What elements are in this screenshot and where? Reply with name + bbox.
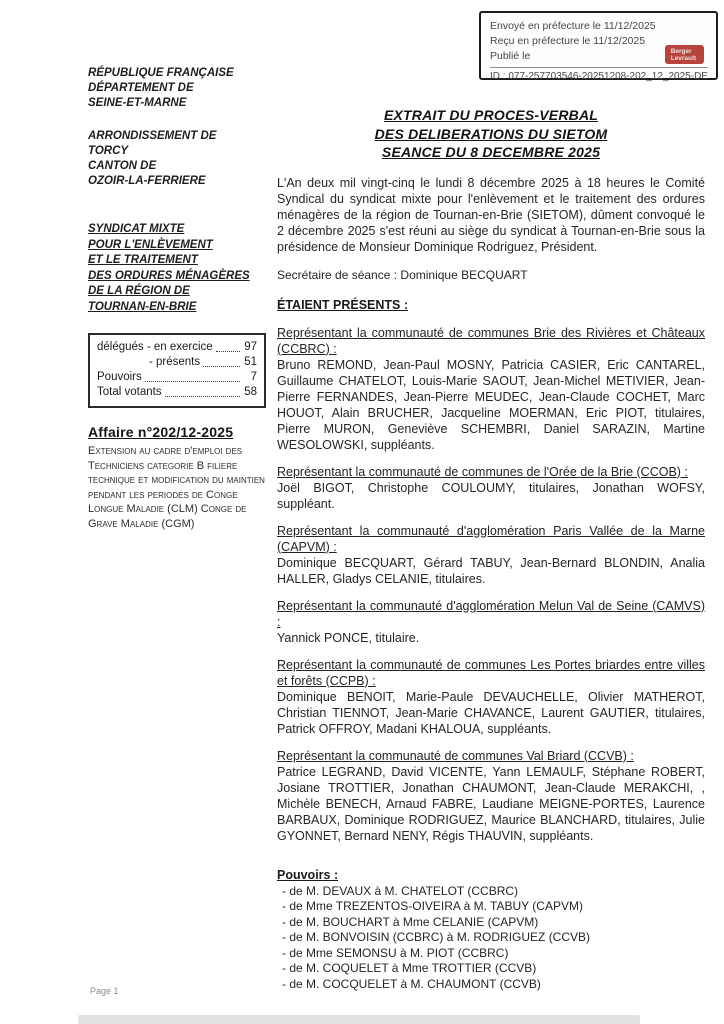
pouvoir-item: - de M. COQUELET à Mme TROTTIER (CCVB) <box>282 961 537 975</box>
section-body: Yannick PONCE, titulaire. <box>277 630 420 645</box>
count-label: - présents <box>149 356 201 368</box>
count-value: 97 <box>244 341 257 353</box>
dotted-leader <box>145 381 240 382</box>
syndicat-line: ET LE TRAITEMENT <box>88 254 198 266</box>
syndicat-line: POUR L'ENLÈVEMENT <box>88 238 213 251</box>
section-body: Dominique BECQUART, Gérard TABUY, Jean-Bernard BLONDIN, Analia HALLER, Gladys CELANIE, titulaires. <box>277 555 705 586</box>
section-heading: Représentant la communauté d'agglomération Paris Vallée de la Marne (CAPVM) : <box>277 523 705 554</box>
section-camvs <box>277 598 705 646</box>
count-row-en-exercice <box>97 340 257 355</box>
count-row-total-votants <box>97 385 257 400</box>
stamp-line-recu: Reçu en préfecture le 11/12/2025 <box>490 35 646 47</box>
page-number: Page 1 <box>90 986 119 996</box>
count-label: Total votants <box>97 386 162 398</box>
authority-line: SEINE-ET-MARNE <box>88 97 187 109</box>
count-row-pouvoirs <box>97 370 257 385</box>
dotted-leader <box>165 396 240 397</box>
secretary-line: Secrétaire de séance : Dominique BECQUART <box>277 267 528 282</box>
pouvoirs-heading: Pouvoirs : <box>277 867 339 882</box>
berger-levrault-logo <box>665 45 704 64</box>
authority-line: RÉPUBLIQUE FRANÇAISE <box>88 67 234 79</box>
delegates-count-box <box>88 333 266 408</box>
count-value: 7 <box>250 371 257 383</box>
section-ccbrc <box>277 325 705 453</box>
syndicat-line: SYNDICAT MIXTE <box>88 223 185 235</box>
dotted-leader <box>203 366 240 367</box>
section-heading: Représentant la communauté de communes Val Briard (CCVB) : <box>277 748 634 763</box>
syndicat-block <box>88 222 274 315</box>
section-body: Bruno REMOND, Jean-Paul MOSNY, Patricia CASIER, Eric CANTAREL, Guillaume CHATELOT, Louis-Marie SAOUT, Jean-Michel METIVIER, Jean-Pierre FERNANDES, Jean-Pierre MEUDEC, Jean-Claude COCHET, Marc HOUOT, Alain BRUCHER, Jacqueline MOERMAN, Eric PIOT, titulaires, Pierre MURON, Geneviève SCHEMBRI, Daniel SARAZIN, Martine WESOLOWSKI, suppléants. <box>277 357 705 452</box>
section-heading: Représentant la communauté d'agglomération Melun Val de Seine (CAMVS) : <box>277 598 705 629</box>
district-line: OZOIR-LA-FERRIERE <box>88 175 206 187</box>
pouvoir-item: - de Mme SEMONSU à M. PIOT (CCBRC) <box>282 945 509 960</box>
main-column <box>277 106 705 992</box>
count-value: 51 <box>244 356 257 368</box>
count-label: délégués - en exercice <box>97 341 213 353</box>
section-heading: Représentant la communauté de communes de l'Orée de la Brie (CCOB) : <box>277 464 688 479</box>
affaire-number: Affaire n°202/12-2025 <box>88 424 234 440</box>
pouvoirs-block <box>277 868 705 993</box>
logo-text-line1: Berger <box>670 48 692 55</box>
section-body: Joël BIGOT, Christophe COULOUMY, titulaires, Jonathan WOFSY, suppléant. <box>277 480 705 511</box>
section-heading: Représentant la communauté de communes Les Portes briardes entre villes et forêts (CCPB) : <box>277 657 705 688</box>
pouvoir-item: - de Mme TREZENTOS-OIVEIRA à M. TABUY (CAPVM) <box>282 899 583 913</box>
district-line: TORCY <box>88 145 129 157</box>
prefecture-stamp-box <box>479 11 718 80</box>
dotted-leader <box>216 351 240 352</box>
section-ccvb <box>277 748 705 844</box>
pouvoir-item: - de M. BONVOISIN (CCBRC) à M. RODRIGUEZ (CCVB) <box>282 930 591 944</box>
stamp-id: ID : 077-257703546-20251208-202_12_2025-DE <box>490 71 708 82</box>
left-column <box>88 66 274 531</box>
pouvoir-item: - de M. COCQUELET à M. CHAUMONT (CCVB) <box>282 976 541 991</box>
count-value: 58 <box>244 386 257 398</box>
count-row-presents <box>97 355 257 370</box>
affaire-subject: Extension au cadre d'emploi des Techniciens categorie B filiere technique et modification du maintien pendant les periodes de Conge Longue Maladie (CLM) Conge de Grave Maladie (CGM) <box>88 445 265 530</box>
title-line: DES DELIBERATIONS DU SIETOM <box>374 125 608 142</box>
logo-text-line2: Levrault <box>670 55 696 62</box>
district-line: CANTON DE <box>88 160 157 172</box>
presents-heading: ÉTAIENT PRÉSENTS : <box>277 297 409 312</box>
section-ccob <box>277 464 705 512</box>
syndicat-line: DES ORDURES MÉNAGÈRES <box>88 269 250 282</box>
authority-block <box>88 66 274 111</box>
section-body: Dominique BENOIT, Marie-Paule DEVAUCHELLE, Olivier MATHEROT, Christian TIENNOT, Jean-Marie CHAVANCE, Laurent GAUTIER, titulaires, Patrick OFFROY, Madani KHALOUA, suppléants. <box>277 689 705 736</box>
syndicat-line: TOURNAN-EN-BRIE <box>88 300 197 313</box>
stamp-line-envoye: Envoyé en préfecture le 11/12/2025 <box>490 20 656 32</box>
authority-line: DÉPARTEMENT DE <box>88 82 194 94</box>
section-body: Patrice LEGRAND, David VICENTE, Yann LEMAULF, Stéphane ROBERT, Josiane TROTTIER, Jonathan CHAUMONT, Jean-Claude MERAKCHI, , Michèle BENECH, Arnaud FABRE, Laudiane MEIGNE-PORTES, Laurence BARBAUX, Dominique RODRIGUEZ, Maurice BLANCHARD, titulaires, Julie GYONNET, Bernard NENY, Régis THAUVIN, suppléants. <box>277 764 705 843</box>
section-ccpb <box>277 657 705 737</box>
scan-edge-artifact <box>78 1015 640 1024</box>
section-capvm <box>277 523 705 587</box>
title-line: EXTRAIT DU PROCES-VERBAL <box>383 107 599 123</box>
document-title <box>277 106 705 162</box>
syndicat-line: DE LA RÉGION DE <box>88 285 190 297</box>
intro-paragraph: L'An deux mil vingt-cinq le lundi 8 décembre 2025 à 18 heures le Comité Syndical du syndicat mixte pour l'enlèvement et le traitement des ordures ménagères de la région de Tournan-en-Brie (SIETOM), dûment convoqué le 2 décembre 2025 s'est réuni au siège du syndicat à Tournan-en-Brie sous la présidence de Monsieur Dominique Rodriguez, Président. <box>277 175 705 254</box>
count-label: Pouvoirs <box>97 371 142 383</box>
stamp-divider <box>490 67 708 68</box>
stamp-line-publie: Publié le <box>490 50 531 62</box>
pouvoir-item: - de M. DEVAUX à M. CHATELOT (CCBRC) <box>282 883 519 898</box>
title-line: SEANCE DU 8 DECEMBRE 2025 <box>381 144 601 160</box>
pouvoir-item: - de M. BOUCHART à Mme CELANIE (CAPVM) <box>282 914 539 929</box>
district-block <box>88 129 274 189</box>
section-heading: Représentant la communauté de communes Brie des Rivières et Châteaux (CCBRC) : <box>277 325 705 356</box>
district-line: ARRONDISSEMENT DE <box>88 130 217 142</box>
